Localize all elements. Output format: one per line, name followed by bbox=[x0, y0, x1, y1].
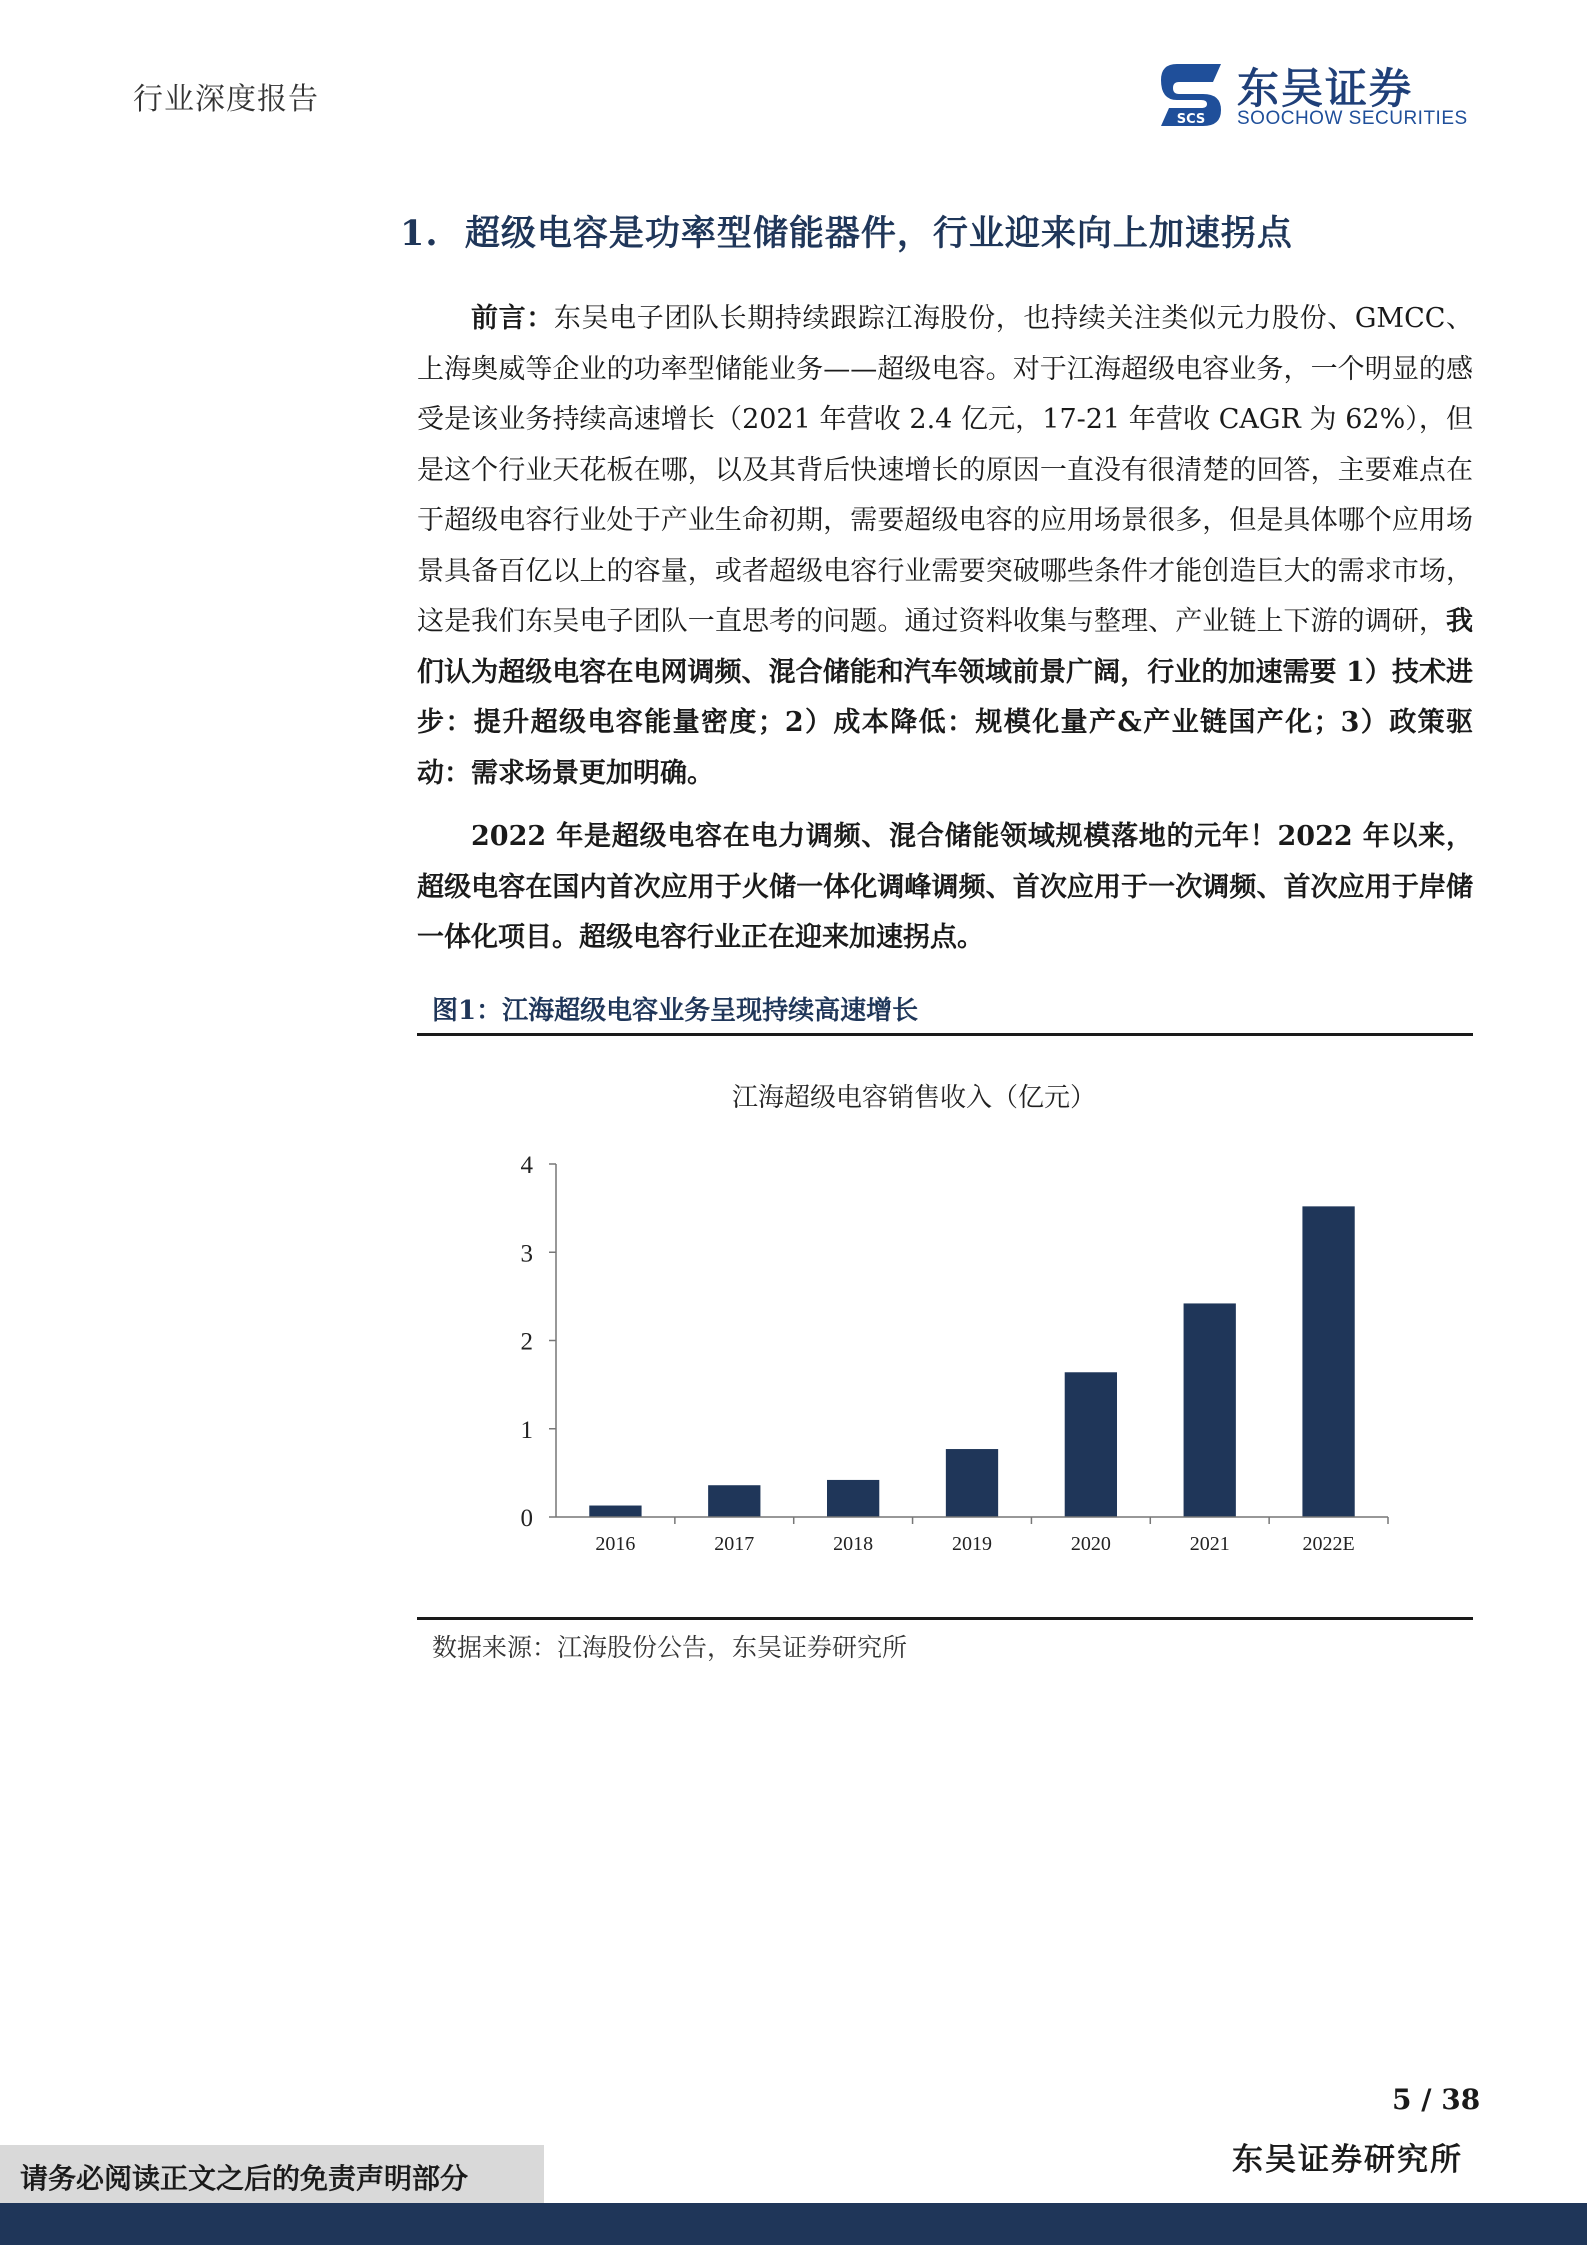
y-tick-label: 0 bbox=[520, 1505, 533, 1532]
intro-paragraph bbox=[417, 294, 1473, 799]
figure-top-rule bbox=[417, 1033, 1473, 1036]
y-axis bbox=[521, 1152, 557, 1532]
bar-2020 bbox=[1065, 1372, 1117, 1517]
disclaimer-text: 请务必阅读正文之后的免责声明部分 bbox=[20, 2162, 469, 2195]
report-type-label: 行业深度报告 bbox=[133, 82, 319, 117]
highlight-paragraph: 2022 年是超级电容在电力调频、混合储能领域规模落地的元年！2022 年以来，超级电容在国内首次应用于火储一体化调峰调频、首次应用于一次调频、首次应用于岸储一体化项目。超级电容行业正在迎来加速拐点。 bbox=[417, 821, 1473, 953]
section-heading bbox=[400, 206, 1293, 256]
bar-2019 bbox=[946, 1449, 998, 1517]
logo-name-en: SOOCHOW SECURITIES bbox=[1237, 108, 1468, 129]
logo-name-cn: 东吴证券 bbox=[1237, 64, 1414, 113]
figure-caption: 图1：江海超级电容业务呈现持续高速增长 bbox=[432, 996, 919, 1026]
y-tick-label: 3 bbox=[520, 1240, 533, 1268]
intro-body: 东吴电子团队长期持续跟踪江海股份，也持续关注类似元力股份、GMCC、上海奥威等企业的功率型储能业务——超级电容。对于江海超级电容业务，一个明显的感受是该业务持续高速增长（2021 年营收 2.4 亿元，17-21 年营收 CAGR 为 62%），但是这个行业天花板在哪，以及其背后快速增长的原因一直没有很清楚的回答，主要难点在于超级电容行业处于产业生命初期，需要超级电容的应用场景很多，但是具体哪个应用场景具备百亿以上的容量，或者超级电容行业需要突破哪些条件才能创造巨大的需求市场，这是我们东吴电子团队一直思考的问题。通过资料收集与整理、产业链上下游的调研， bbox=[417, 303, 1474, 637]
x-tick-label: 2019 bbox=[952, 1533, 992, 1555]
bar-2021 bbox=[1184, 1303, 1236, 1517]
company-logo bbox=[1155, 56, 1475, 136]
x-tick-label: 2020 bbox=[1070, 1533, 1111, 1555]
page-number: 5 / 38 bbox=[1392, 2083, 1481, 2116]
logo-mark-icon bbox=[1155, 60, 1227, 132]
chart-title: 江海超级电容销售收入（亿元） bbox=[731, 1083, 1097, 1113]
section-number: 1. bbox=[400, 213, 439, 254]
figure-bottom-rule bbox=[417, 1617, 1473, 1620]
x-tick-label: 2018 bbox=[833, 1533, 874, 1555]
x-tick-label: 2021 bbox=[1189, 1533, 1230, 1555]
footer-org: 东吴证券研究所 bbox=[1232, 2142, 1463, 2178]
bar-2018 bbox=[827, 1480, 879, 1517]
y-tick-label: 2 bbox=[520, 1328, 533, 1356]
x-tick-label: 2016 bbox=[595, 1533, 636, 1555]
intro-lead: 前言： bbox=[471, 303, 554, 334]
footer-band bbox=[0, 2203, 1587, 2245]
logo-mark-text: SCS bbox=[1176, 112, 1206, 127]
bar-2017 bbox=[708, 1485, 760, 1517]
bars bbox=[589, 1206, 1354, 1517]
bar-2016 bbox=[589, 1506, 641, 1517]
y-tick-label: 4 bbox=[520, 1152, 533, 1179]
revenue-bar-chart bbox=[417, 1040, 1473, 1610]
x-tick-label: 2022E bbox=[1302, 1533, 1355, 1555]
figure-source: 数据来源：江海股份公告，东吴证券研究所 bbox=[432, 1633, 908, 1662]
y-tick-label: 1 bbox=[520, 1416, 533, 1444]
section-title: 超级电容是功率型储能器件，行业迎来向上加速拐点 bbox=[464, 213, 1293, 254]
x-axis bbox=[556, 1517, 1388, 1555]
bar-2022e bbox=[1302, 1206, 1354, 1517]
intro-conclusion: 我们认为超级电容在电网调频、混合储能和汽车领域前景广阔，行业的加速需要 1）技术进步：提升超级电容能量密度；2）成本降低：规模化量产&产业链国产化；3）政策驱动：需求场景更加明确。 bbox=[417, 606, 1473, 789]
x-tick-label: 2017 bbox=[714, 1533, 755, 1555]
disclaimer-box bbox=[0, 2145, 544, 2203]
